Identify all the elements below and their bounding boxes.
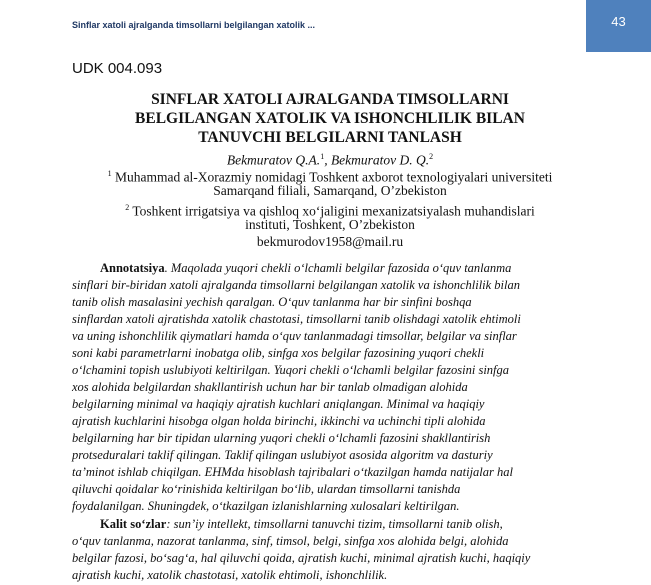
abstract-line: xos alohida belgilardan shakllantirish uchun har bir tanlab olmadigan alohida (72, 380, 468, 394)
abstract-line: belgilarning har bir tipidan ularning yuqori chekli o‘lchamli fazosini shakllantirish (72, 431, 491, 445)
abstract-line: va uning ishonchlilik qiymatlari hamda o‘quv tanlanmadagi timsollar, belgilar va sinflar (72, 329, 517, 343)
page-number-tab (586, 0, 651, 52)
abstract-label: Annotatsiya (100, 261, 165, 275)
title-line: SINFLAR XATOLI AJRALGANDA TIMSOLLARNI (151, 91, 509, 108)
abstract-line: ta’minot ishlab chiqilgan. EHMda hisoblash tajribalari o‘tkazilgan hamda natijalar hal (72, 465, 513, 479)
abstract-line: soni kabi parametrlarni inobatga olib, sinfga xos belgilar fazosining yuqori chekli (72, 346, 485, 360)
aff-2-text: Toshkent irrigatsiya va qishloq xo‘jaligini mexanizatsiyalash muhandislari (129, 203, 535, 219)
abstract-line: protseduralari taklif qilingan. Taklif qilingan uslubiyot asosida algoritm va dasturiy (72, 448, 493, 462)
udk-code: UDK 004.093 (72, 60, 163, 77)
page-number: 43 (611, 14, 626, 29)
author-separator: , (324, 152, 331, 168)
author-1: Bekmuratov Q.A. (226, 152, 321, 168)
running-header: Sinflar xatoli ajralganda timsollarni belgilangan xatolik ... (72, 20, 316, 30)
abstract-line: qiluvchi qoidalar ko‘rinishida keltirilgan bo‘lib, ulardan timsollarni tanishda (72, 482, 461, 496)
abstract-line: belgilarning minimal va haqiqiy ajratish kuchlari aniqlangan. Minimal va haqiqiy (72, 397, 485, 411)
keywords-first-line (100, 516, 588, 533)
email: bekmurodov1958@mail.ru (256, 234, 404, 249)
keywords-line: belgilar fazosi, bo‘sag‘a, hal qiluvchi qoida, ajratish kuchi, minimal ajratish kuchi, haqiqiy (72, 551, 531, 565)
author-2-sup: 2 (429, 152, 434, 161)
author-2: Bekmuratov D. Q. (330, 152, 430, 168)
abstract-line: ajratish kuchlarini hisobga olgan holda birinchi, ikkinchi va uchinchi tipli alohida (72, 414, 486, 428)
keywords-line: ajratish kuchi, xatolik chastotasi, xatolik ehtimoli, ishonchlilik. (72, 568, 388, 582)
author-1-sup: 1 (320, 152, 325, 161)
abstract-line: tanib olish masalasini yechish qaralgan. O‘quv tanlanma har bir sinfini boshqa (72, 295, 472, 309)
abstract-first-line (100, 260, 588, 277)
aff-2-sup: 2 (125, 203, 130, 212)
keywords-line: o‘quv tanlanma, nazorat tanlanma, sinf, timsol, belgi, sinfga xos alohida belgi, alohida (72, 534, 509, 548)
abstract-line: foydalanilgan. Shuningdek, o‘tkazilgan izlanishlarning xulosalari keltirilgan. (72, 499, 460, 513)
abstract-line: o‘lchamini topish uslubiyoti keltirilgan. Yuqori chekli o‘lchamli belgilar fazosini sinfga (72, 363, 510, 377)
abstract-line: sinflari bir-biridan xatoli ajralganda timsollarni belgilangan xatolik va ishonchlilik bilan (72, 278, 521, 292)
keywords-label: Kalit so‘zlar (100, 517, 167, 531)
aff-1-sup: 1 (107, 169, 112, 178)
keywords-text: : sun’iy intellekt, timsollarni tanuvchi tizim, timsollarni tanib olish, (166, 517, 503, 531)
abstract-text: . Maqolada yuqori chekli o‘lchamli belgilar fazosida o‘quv tanlanma (164, 261, 512, 275)
paper-title (90, 90, 570, 147)
title-line: BELGILANGAN XATOLIK VA ISHONCHLILIK BILAN (135, 110, 525, 127)
title-line: TANUVCHI BELGILARNI TANLASH (198, 129, 462, 146)
affiliation-2-line-2: instituti, Toshkent, O’zbekiston (245, 217, 415, 232)
aff-1-text: Muhammad al-Xorazmiy nomidagi Toshkent axborot texnologiyalari universiteti (111, 169, 553, 185)
affiliation-1-line-2: Samarqand filiali, Samarqand, O’zbekiston (213, 183, 447, 198)
abstract-line: sinflardan xatoli ajratishda xatolik chastotasi, timsollarni tanib olishdagi xatolik ehtimoli (72, 312, 521, 326)
